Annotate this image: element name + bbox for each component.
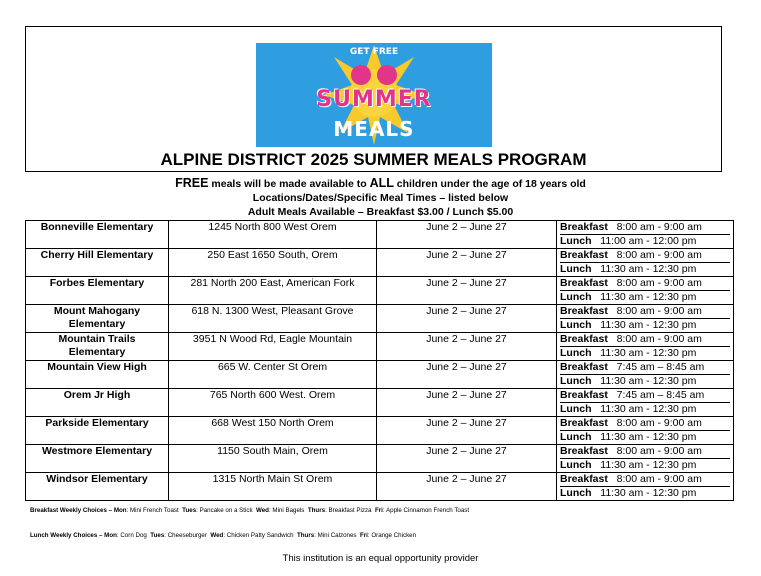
choices-label: Lunch Weekly Choices – (30, 532, 105, 539)
lunch-label: Lunch (560, 290, 592, 303)
choice-item: Cheeseburger (167, 532, 207, 539)
location-name: Westmore Elementary (26, 445, 169, 473)
lunch-time-line (560, 374, 730, 388)
choice-item: Corn Dog (120, 532, 147, 539)
meal-times (557, 305, 734, 333)
location-dates: June 2 – June 27 (377, 333, 557, 361)
breakfast-time: 8:00 am - 9:00 am (616, 277, 702, 289)
location-address: 668 West 150 North Orem (169, 417, 377, 445)
choice-item: Mini Bagels (272, 507, 305, 514)
breakfast-time: 8:00 am - 9:00 am (616, 473, 702, 485)
table-row (26, 333, 734, 361)
choice-day: Tues (150, 532, 165, 539)
lunch-time: 11:30 am - 12:30 pm (600, 374, 697, 387)
location-dates: June 2 – June 27 (377, 417, 557, 445)
breakfast-time-line (560, 221, 730, 234)
location-address: 1245 North 800 West Orem (169, 221, 377, 249)
lunch-label: Lunch (560, 346, 592, 359)
lunch-label: Lunch (560, 318, 592, 331)
logo-meals-text: MEALS (333, 117, 415, 141)
choice-day: Wed (210, 532, 224, 539)
breakfast-label: Breakfast (560, 333, 608, 345)
breakfast-time: 8:00 am - 9:00 am (616, 305, 702, 317)
choice-day: Mon (104, 532, 117, 539)
meal-times (557, 221, 734, 249)
breakfast-label: Breakfast (560, 277, 608, 289)
location-name: Parkside Elementary (26, 417, 169, 445)
location-address: 281 North 200 East, American Fork (169, 277, 377, 305)
location-name: Cherry Hill Elementary (26, 249, 169, 277)
location-address: 3951 N Wood Rd, Eagle Mountain (169, 333, 377, 361)
location-dates: June 2 – June 27 (377, 389, 557, 417)
lunch-time: 11:30 am - 12:30 pm (600, 262, 697, 275)
breakfast-label: Breakfast (560, 389, 608, 401)
table-row (26, 473, 734, 501)
location-name: Orem Jr High (26, 389, 169, 417)
breakfast-label: Breakfast (560, 417, 608, 429)
lunch-label: Lunch (560, 262, 592, 275)
location-name: Mountain View High (26, 361, 169, 389)
choice-day: Fri (374, 507, 383, 514)
breakfast-time-line (560, 473, 730, 486)
location-dates: June 2 – June 27 (377, 221, 557, 249)
choice-item: Pancake on a Stick (199, 507, 253, 514)
subtitle-line-3: Adult Meals Available – Breakfast $3.00 / Lunch $5.00 (247, 206, 514, 218)
breakfast-time-line (560, 445, 730, 458)
lunch-label: Lunch (560, 458, 592, 471)
location-dates: June 2 – June 27 (377, 249, 557, 277)
meal-times (557, 445, 734, 473)
breakfast-label: Breakfast (560, 221, 608, 233)
breakfast-time-line (560, 389, 730, 402)
choice-item: Chicken Patty Sandwich (226, 532, 294, 539)
lunch-label: Lunch (560, 374, 592, 387)
page-title: ALPINE DISTRICT 2025 SUMMER MEALS PROGRAM (160, 150, 587, 169)
lunch-time: 11:30 am - 12:30 pm (600, 458, 697, 471)
lunch-choices: Lunch Weekly Choices – Mon: Corn Dog Tues: Cheeseburger Wed: Chicken Patty Sandwich Thurs: Mini Calzones Fri: Orange Chicken (30, 532, 417, 539)
breakfast-label: Breakfast (560, 445, 608, 457)
location-address: 765 North 600 West. Orem (169, 389, 377, 417)
choice-day: Thurs (307, 507, 326, 514)
location-address: 1315 North Main St Orem (169, 473, 377, 501)
table-row (26, 417, 734, 445)
breakfast-time-line (560, 277, 730, 290)
meal-times (557, 389, 734, 417)
lunch-label: Lunch (560, 234, 592, 247)
lunch-time: 11:30 am - 12:30 pm (600, 402, 697, 415)
table-row (26, 305, 734, 333)
location-address: 250 East 1650 South, Orem (169, 249, 377, 277)
breakfast-time: 8:00 am - 9:00 am (616, 445, 702, 457)
lunch-time: 11:30 am - 12:30 pm (600, 486, 697, 499)
breakfast-choices: Breakfast Weekly Choices – Mon: Mini French Toast Tues: Pancake on a Stick Wed: Mini Bagels Thurs: Breakfast Pizza Fri: Apple Cinnamon French Toast (30, 507, 470, 514)
logo-summer-text: SUMMER (316, 87, 432, 112)
breakfast-label: Breakfast (560, 249, 608, 261)
choice-item: Apple Cinnamon French Toast (386, 507, 470, 514)
lunch-time-line (560, 318, 730, 332)
location-address: 1150 South Main, Orem (169, 445, 377, 473)
breakfast-time-line (560, 361, 730, 374)
summer-meals-logo (256, 43, 492, 147)
footer-note: This institution is an equal opportunity provider (282, 553, 479, 564)
breakfast-time: 8:00 am - 9:00 am (616, 221, 702, 233)
meal-times (557, 473, 734, 501)
location-name: Windsor Elementary (26, 473, 169, 501)
table-row (26, 361, 734, 389)
lunch-time-line (560, 486, 730, 500)
lunch-time-line (560, 430, 730, 444)
table-row (26, 249, 734, 277)
choice-day: Wed (256, 507, 269, 514)
lunch-time-line (560, 234, 730, 248)
location-name: Forbes Elementary (26, 277, 169, 305)
logo-get-free-text: GET FREE (349, 47, 399, 57)
meal-times (557, 333, 734, 361)
breakfast-time-line (560, 249, 730, 262)
location-name: Mount Mahogany Elementary (26, 305, 169, 333)
location-name: Mountain Trails Elementary (26, 333, 169, 361)
location-dates: June 2 – June 27 (377, 361, 557, 389)
table-row (26, 277, 734, 305)
meal-times (557, 417, 734, 445)
lunch-label: Lunch (560, 402, 592, 415)
location-dates: June 2 – June 27 (377, 277, 557, 305)
choice-day: Fri (359, 532, 368, 539)
lunch-time: 11:30 am - 12:30 pm (600, 346, 697, 359)
lunch-time: 11:30 am - 12:30 pm (600, 290, 697, 303)
lunch-time: 11:30 am - 12:30 pm (600, 430, 697, 443)
lunch-label: Lunch (560, 486, 592, 499)
choice-item: Orange Chicken (371, 532, 417, 539)
breakfast-label: Breakfast (560, 305, 608, 317)
breakfast-time: 8:00 am - 9:00 am (616, 249, 702, 261)
breakfast-time: 7:45 am – 8:45 am (616, 361, 705, 373)
meal-times (557, 361, 734, 389)
location-address: 618 N. 1300 West, Pleasant Grove (169, 305, 377, 333)
lunch-time-line (560, 346, 730, 360)
lunch-time: 11:00 am - 12:00 pm (600, 234, 697, 247)
subtitle-end: children under the age of 18 years old (393, 178, 586, 190)
location-name: Bonneville Elementary (26, 221, 169, 249)
subtitle-line-1 (0, 177, 761, 191)
breakfast-time: 8:00 am - 9:00 am (616, 333, 702, 345)
location-dates: June 2 – June 27 (377, 305, 557, 333)
lunch-label: Lunch (560, 430, 592, 443)
all-word: ALL (369, 176, 394, 190)
location-dates: June 2 – June 27 (377, 473, 557, 501)
breakfast-time-line (560, 333, 730, 346)
breakfast-time: 8:00 am - 9:00 am (616, 417, 702, 429)
meal-times (557, 277, 734, 305)
choice-item: Mini French Toast (129, 507, 179, 514)
choice-day: Mon (113, 507, 127, 514)
table-row (26, 389, 734, 417)
breakfast-time-line (560, 417, 730, 430)
lunch-time-line (560, 262, 730, 276)
lunch-time-line (560, 402, 730, 416)
choice-day: Tues (182, 507, 197, 514)
lunch-time: 11:30 am - 12:30 pm (600, 318, 697, 331)
breakfast-label: Breakfast (560, 361, 608, 373)
subtitle-line-2: Locations/Dates/Specific Meal Times – listed below (252, 192, 509, 204)
locations-table (25, 220, 734, 501)
location-address: 665 W. Center St Orem (169, 361, 377, 389)
meal-times (557, 249, 734, 277)
breakfast-label: Breakfast (560, 473, 608, 485)
table-row (26, 221, 734, 249)
choices-label: Breakfast Weekly Choices – (30, 507, 114, 514)
breakfast-time-line (560, 305, 730, 318)
choice-item: Breakfast Pizza (328, 507, 372, 514)
lunch-time-line (560, 458, 730, 472)
choice-day: Thurs (296, 532, 315, 539)
location-dates: June 2 – June 27 (377, 445, 557, 473)
free-word: FREE (175, 176, 209, 190)
choice-item: Mini Calzones (317, 532, 357, 539)
subtitle-mid: meals will be made available to (208, 178, 370, 190)
table-row (26, 445, 734, 473)
breakfast-time: 7:45 am – 8:45 am (616, 389, 705, 401)
lunch-time-line (560, 290, 730, 304)
